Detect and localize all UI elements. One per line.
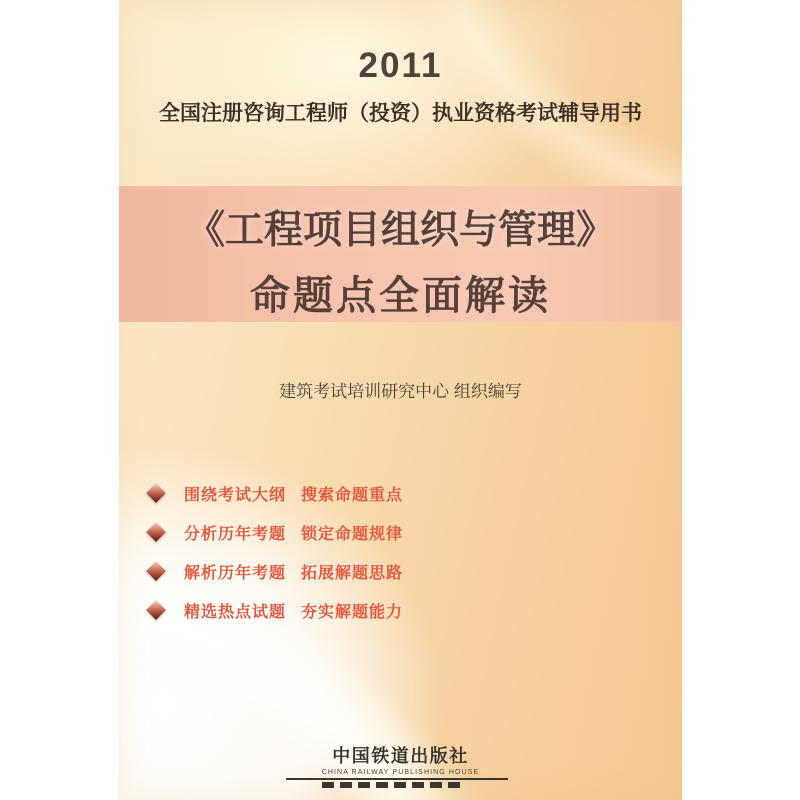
railway-ties-icon: [322, 782, 463, 788]
title-band: [119, 186, 682, 322]
diamond-bullet-icon: [146, 561, 166, 581]
feature-phrase-right: 搜索命题重点: [301, 486, 404, 504]
publisher-logo: [119, 742, 682, 788]
feature-item: [146, 600, 403, 620]
feature-phrase-left: 围绕考试大纲: [184, 486, 287, 504]
book-cover: [119, 0, 682, 800]
publisher-name: 中国铁道出版社: [332, 746, 469, 766]
feature-phrase-right: 锁定命题规律: [301, 525, 404, 543]
byline: 建筑考试培训研究中心 组织编写: [279, 382, 522, 401]
book-title-line2: 命题点全面解读: [250, 273, 551, 318]
book-title-line1: 《工程项目组织与管理》: [185, 209, 615, 252]
feature-phrase-left: 解析历年考题: [184, 564, 287, 582]
diamond-bullet-icon: [146, 483, 166, 503]
publisher-name-en: CHINA RAILWAY PUBLISHING HOUSE: [321, 769, 480, 776]
publisher-rule: [286, 778, 508, 780]
diamond-bullet-icon: [146, 522, 166, 542]
series-title: 全国注册咨询工程师（投资）执业资格考试辅导用书: [159, 101, 642, 125]
feature-phrase-left: 分析历年考题: [184, 525, 287, 543]
edition-year: 2011: [358, 46, 443, 85]
feature-item: [146, 522, 403, 542]
feature-phrase-right: 夯实解题能力: [301, 603, 404, 621]
feature-list: [146, 483, 403, 639]
feature-phrase-right: 拓展解题思路: [301, 564, 404, 582]
feature-item: [146, 483, 403, 503]
feature-phrase-left: 精选热点试题: [184, 603, 287, 621]
diamond-bullet-icon: [146, 600, 166, 620]
feature-item: [146, 561, 403, 581]
